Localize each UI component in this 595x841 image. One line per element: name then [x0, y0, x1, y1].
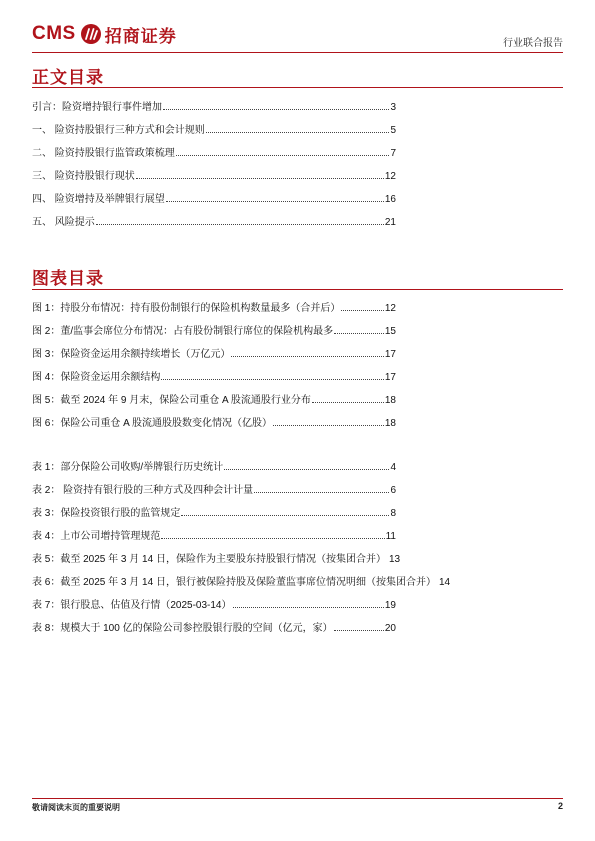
page-header: [0, 0, 595, 52]
leader-dots: [312, 402, 384, 403]
table-entry-text: 表 6：截至 2025 年 3 月 14 日，银行被保险持股及保险董监事席位情况明细（按集团合并）: [32, 577, 436, 588]
figure-entry-text: 图 5：截至 2024 年 9 月末，保险公司重仓 A 股流通股行业分布: [32, 395, 311, 406]
figure-entry-page: 12: [384, 303, 396, 314]
figure-entry-page: 17: [384, 349, 396, 360]
figure-entry[interactable]: [32, 325, 396, 339]
table-entry[interactable]: [32, 461, 396, 475]
figure-entry[interactable]: [32, 394, 396, 408]
figure-entry-text: 图 3：保险资金运用余额持续增长（万亿元）: [32, 349, 231, 360]
figure-entry[interactable]: [32, 348, 396, 362]
figure-entry-text: 图 2：董/监事会席位分布情况：占有股份制银行席位的保险机构最多: [32, 326, 334, 337]
toc-entry-text: 引言：险资增持银行事件增加: [32, 102, 162, 113]
toc-entry-text: 一、 险资持股银行三种方式和会计规则: [32, 125, 205, 136]
logo-cms-text: CMS: [32, 23, 76, 44]
table-entry-page: 20: [384, 623, 396, 634]
cms-logo: [32, 20, 177, 48]
toc-entry-page: 5: [390, 125, 396, 136]
table-entry-page: 8: [390, 508, 396, 519]
cms-badge-icon: [81, 24, 101, 44]
table-entry-text: 表 7：银行股息、估值及行情（2025-03-14）: [32, 600, 232, 611]
leader-dots: [224, 469, 389, 470]
toc-entry[interactable]: [32, 170, 396, 184]
table-entry-page: 13: [388, 554, 401, 565]
report-type-label: 行业联合报告: [503, 38, 563, 49]
table-entry-page: 11: [385, 531, 396, 542]
table-entry-page: 19: [384, 600, 396, 611]
table-entry[interactable]: [32, 530, 396, 544]
leader-dots: [334, 333, 384, 334]
table-entry-text: 表 8：规模大于 100 亿的保险公司参控股银行股的空间（亿元，家）: [32, 623, 333, 634]
table-entry-text: 表 5：截至 2025 年 3 月 14 日，保险作为主要股东持股银行情况（按集团合并）: [32, 554, 386, 565]
body-toc-divider: [32, 87, 563, 88]
footer-disclaimer: 敬请阅读末页的重要说明: [32, 803, 120, 812]
table-entry-page: 14: [438, 577, 451, 588]
toc-entry-page: 16: [384, 194, 396, 205]
table-entry[interactable]: [32, 576, 502, 590]
table-entry-text: 表 3：保险投资银行股的监管规定: [32, 508, 181, 519]
leader-dots: [254, 492, 389, 493]
leader-dots: [96, 224, 384, 225]
leader-dots: [166, 201, 384, 202]
toc-entry[interactable]: [32, 124, 396, 138]
figure-toc-title: 图表目录: [32, 269, 104, 289]
toc-entry[interactable]: [32, 101, 396, 115]
figure-entry-text: 图 1：持股分布情况：持有股份制银行的保险机构数量最多（合并后）: [32, 303, 341, 314]
header-divider: [32, 52, 563, 53]
footer-divider: [32, 798, 563, 799]
table-entry[interactable]: [32, 507, 396, 521]
toc-entry-text: 四、 险资增持及举牌银行展望: [32, 194, 165, 205]
leader-dots: [136, 178, 384, 179]
figure-entry-page: 17: [384, 372, 396, 383]
figure-entry-text: 图 6：保险公司重仓 A 股流通股股数变化情况（亿股）: [32, 418, 273, 429]
figure-toc-divider: [32, 289, 563, 290]
table-entry-text: 表 4：上市公司增持管理规范: [32, 531, 161, 542]
leader-dots: [334, 630, 384, 631]
leader-dots: [341, 310, 384, 311]
figure-entry-page: 18: [384, 418, 396, 429]
toc-entry[interactable]: [32, 193, 396, 207]
toc-entry-text: 五、 风险提示: [32, 217, 95, 228]
table-entry-page: 4: [390, 462, 396, 473]
page-number: 2: [557, 801, 563, 811]
figure-entry[interactable]: [32, 371, 396, 385]
logo-cn-text: 招商证券: [104, 26, 177, 47]
toc-entry[interactable]: [32, 216, 396, 230]
toc-entry-page: 12: [384, 171, 396, 182]
figure-entry[interactable]: [32, 417, 396, 431]
toc-entry[interactable]: [32, 147, 396, 161]
leader-dots: [181, 515, 389, 516]
leader-dots: [233, 607, 384, 608]
toc-entry-text: 三、 险资持股银行现状: [32, 171, 135, 182]
leader-dots: [176, 155, 390, 156]
figure-entry-text: 图 4：保险资金运用余额结构: [32, 372, 161, 383]
leader-dots: [163, 109, 389, 110]
leader-dots: [161, 538, 384, 539]
figure-entry-page: 15: [384, 326, 396, 337]
leader-dots: [161, 379, 384, 380]
figure-entry[interactable]: [32, 302, 396, 316]
figure-entry-page: 18: [384, 395, 396, 406]
table-entry-page: 6: [390, 485, 396, 496]
leader-dots: [273, 425, 384, 426]
toc-entry-page: 3: [390, 102, 396, 113]
toc-entry-text: 二、 险资持股银行监管政策梳理: [32, 148, 175, 159]
table-entry[interactable]: [32, 484, 396, 498]
table-entry-text: 表 1：部分保险公司收购/举牌银行历史统计: [32, 462, 224, 473]
leader-dots: [206, 132, 390, 133]
table-entry[interactable]: [32, 622, 396, 636]
toc-entry-page: 21: [384, 217, 396, 228]
body-toc-title: 正文目录: [32, 68, 104, 88]
table-entry[interactable]: [32, 553, 472, 567]
table-entry-text: 表 2： 险资持有银行股的三种方式及四种会计计量: [32, 485, 254, 496]
toc-entry-page: 7: [390, 148, 396, 159]
table-entry[interactable]: [32, 599, 396, 613]
leader-dots: [231, 356, 384, 357]
